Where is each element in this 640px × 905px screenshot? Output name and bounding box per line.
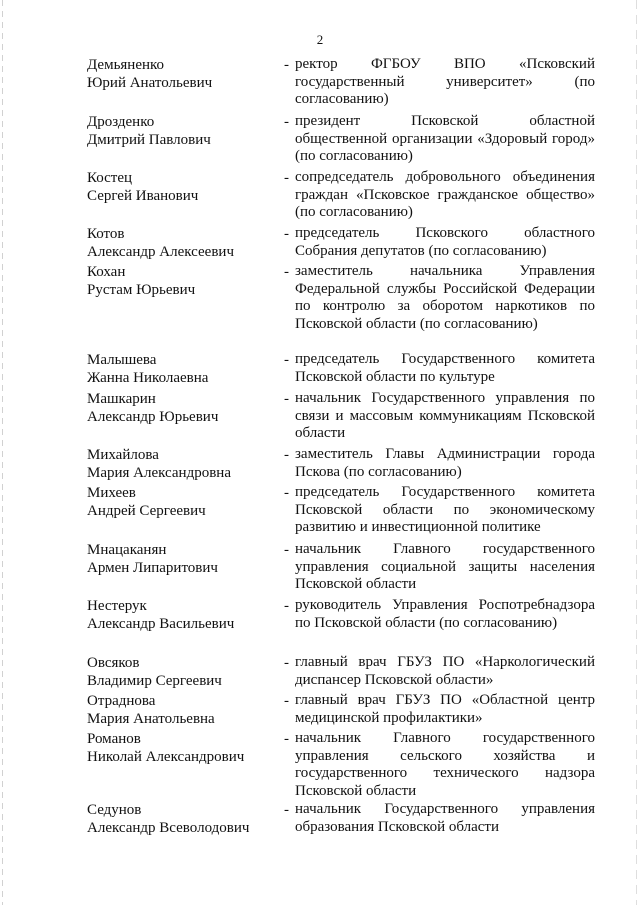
member-role: начальник Государственного управления по связи и массовым коммуникациям Псковской области bbox=[295, 390, 595, 441]
member-role: главный врач ГБУЗ ПО «Наркологический диспансер Псковской области» bbox=[295, 654, 595, 688]
member-name: Малышева Жанна Николаевна bbox=[87, 352, 209, 386]
member-role: президент Псковской областной общественной организации «Здоровый город» (по согласованию) bbox=[295, 113, 595, 164]
dash-separator: - bbox=[284, 598, 289, 614]
member-name: Отраднова Мария Анатольевна bbox=[87, 693, 215, 727]
dash-separator: - bbox=[284, 802, 289, 818]
member-role: главный врач ГБУЗ ПО «Областной центр медицинской профилактики» bbox=[295, 692, 595, 726]
dash-separator: - bbox=[284, 352, 289, 368]
dash-separator: - bbox=[284, 264, 289, 280]
member-name: Михеев Андрей Сергеевич bbox=[87, 485, 206, 519]
member-name: Нестерук Александр Васильевич bbox=[87, 598, 235, 632]
member-name: Романов Николай Александрович bbox=[87, 731, 245, 765]
member-name: Мнацаканян Армен Липаритович bbox=[87, 542, 218, 576]
dash-separator: - bbox=[284, 114, 289, 130]
dash-separator: - bbox=[284, 57, 289, 73]
member-name: Михайлова Мария Александровна bbox=[87, 447, 231, 481]
member-name: Костец Сергей Иванович bbox=[87, 170, 199, 204]
member-role: ректор ФГБОУ ВПО «Псковский государственный университет» (по согласованию) bbox=[295, 56, 595, 107]
dash-separator: - bbox=[284, 731, 289, 747]
member-role: начальник Государственного управления образования Псковской области bbox=[295, 801, 595, 835]
member-role: председатель Псковского областного Собрания депутатов (по согласованию) bbox=[295, 225, 595, 259]
scan-edge-left bbox=[2, 0, 3, 905]
member-name: Овсяков Владимир Сергеевич bbox=[87, 655, 222, 689]
dash-separator: - bbox=[284, 693, 289, 709]
member-role: руководитель Управления Роспотребнадзора по Псковской области (по согласованию) bbox=[295, 597, 595, 631]
member-role: председатель Государственного комитета Псковской области по культуре bbox=[295, 351, 595, 385]
member-role: заместитель начальника Управления Федеральной службы Российской Федерации по контролю за оборотом наркотиков по Псковской области (по согласованию) bbox=[295, 263, 595, 332]
member-role: председатель Государственного комитета Псковской области по экономическому развитию и инвестиционной политике bbox=[295, 484, 595, 535]
member-name: Кохан Рустам Юрьевич bbox=[87, 264, 196, 298]
member-name: Дрозденко Дмитрий Павлович bbox=[87, 114, 211, 148]
member-name: Седунов Александр Всеволодович bbox=[87, 802, 250, 836]
dash-separator: - bbox=[284, 542, 289, 558]
dash-separator: - bbox=[284, 655, 289, 671]
dash-separator: - bbox=[284, 447, 289, 463]
dash-separator: - bbox=[284, 226, 289, 242]
member-name: Демьяненко Юрий Анатольевич bbox=[87, 57, 213, 91]
member-role: сопредседатель добровольного объединения граждан «Псковское гражданское общество» (по согласованию) bbox=[295, 169, 595, 220]
dash-separator: - bbox=[284, 170, 289, 186]
member-role: начальник Главного государственного управления социальной защиты населения Псковской области bbox=[295, 541, 595, 592]
page-number: 2 bbox=[316, 32, 324, 47]
dash-separator: - bbox=[284, 391, 289, 407]
dash-separator: - bbox=[284, 485, 289, 501]
member-name: Котов Александр Алексеевич bbox=[87, 226, 234, 260]
scan-edge-right bbox=[636, 0, 637, 905]
member-role: заместитель Главы Администрации города Пскова (по согласованию) bbox=[295, 446, 595, 480]
member-role: начальник Главного государственного управления сельского хозяйства и государственного технического надзора Псковской области bbox=[295, 730, 595, 799]
member-name: Машкарин Александр Юрьевич bbox=[87, 391, 219, 425]
